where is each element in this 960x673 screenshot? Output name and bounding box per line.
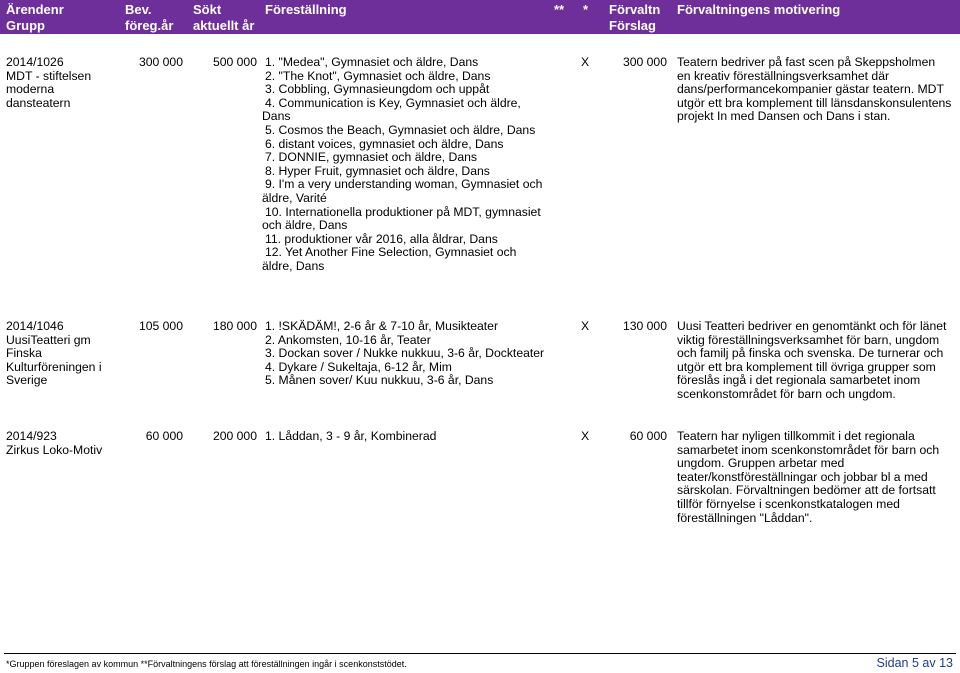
row3-motivering: Teatern har nyligen tillkommit i det regionala samarbetet inom scenkonstområdet för barn och ungdom. Gruppen arbetar med teater/konstföreställningar och jobbar bl a med särskolan. Förvaltningen bedömer att de fortsatt tillför förnyelse i scenkonstkatalogen med föreställningen "Låddan". [677,429,940,525]
row2-group-line: Kulturföreningen i [6,359,102,374]
row2-group [6,320,131,388]
show-item: 12. Yet Another Fine Selection, Gymnasiet och äldre, Dans [262,245,517,273]
row3-sokt: 200 000 [212,429,257,443]
row2-shows [262,320,548,388]
row1-sokt: 500 000 [212,55,257,69]
show-item: 4. Communication is Key, Gymnasiet och äldre, Dans [262,95,521,124]
row2-group-line: Sverige [6,373,48,388]
page-of: av [922,656,936,670]
show-item: 5. Cosmos the Beach, Gymnasiet och äldre, Dans [265,122,536,137]
header-bev-line1: Bev. [125,2,152,17]
header-forvaltn-line1: Förvaltn [609,2,661,17]
row2-sokt: 180 000 [212,319,257,333]
header-arendenr [6,2,64,34]
page-number: 5 [911,656,919,670]
header-arendenr-line1: Ärendenr [6,2,64,17]
show-item: 3. Cobbling, Gymnasieungdom och uppåt [265,82,490,97]
row2-motivering: Uusi Teatteri bedriver en genomtänkt och för länet viktig föreställningsverksamhet för barn, ungdom och familj på finska och svenska. De turnerar och utgör ett bra komplement till övriga grupper som föreslås ingå i det regionala samarbetet inom scenkonstområdet för barn och ungdom. [677,319,947,401]
row1-group [6,56,131,110]
show-item: 1. Låddan, 3 - 9 år, Kombinerad [265,429,437,443]
row3-forslag: 60 000 [629,429,667,443]
header-forestallning: Föreställning [265,2,347,17]
row3-x: X [581,429,590,443]
show-item: 5. Månen sover/ Kuu nukkuu, 3-6 år, Dans [265,373,494,388]
header-forvaltn-line2: Förslag [609,18,656,33]
show-item: 2. Ankomsten, 10-16 år, Teater [265,332,431,347]
header-sokt-line2: aktuellt år [193,18,255,33]
footer-divider [4,653,956,654]
row2-x: X [581,319,590,333]
row3-bev: 60 000 [145,429,183,443]
show-item: 6. distant voices, gymnasiet och äldre, Dans [265,136,504,151]
header-motivering: Förvaltningens motivering [677,2,841,17]
show-item: 9. I'm a very understanding woman, Gymnasiet och äldre, Varité [262,177,543,205]
show-item: 2. "The Knot", Gymnasiet och äldre, Dans [265,68,491,83]
row1-group-line: dansteatern [6,95,71,110]
table-header [0,0,960,34]
show-item: 1. "Medea", Gymnasiet och äldre, Dans [265,55,479,69]
row2-group-line: UusiTeatteri gm [6,332,91,347]
header-sokt [193,2,254,34]
row1-bev: 300 000 [138,55,183,69]
row2-bev: 105 000 [138,319,183,333]
show-item: 8. Hyper Fruit, gymnasiet och äldre, Dans [265,163,490,178]
row3-group-line: Zirkus Loko-Motiv [6,442,103,457]
show-item: 11. produktioner vår 2016, alla åldrar, Dans [265,231,498,246]
show-item: 7. DONNIE, gymnasiet och äldre, Dans [265,150,478,165]
show-item: 1. !SKÄDÄM!, 2-6 år & 7-10 år, Musikteater [265,319,499,333]
row1-group-line: 2014/1026 [6,55,64,69]
header-forvaltn [609,2,660,34]
show-item: 10. Internationella produktioner på MDT, gymnasiet och äldre, Dans [262,204,541,233]
header-double-star: ** [554,2,565,17]
row3-group [6,430,131,457]
header-arendenr-line2: Grupp [6,18,45,33]
row1-motivering: Teatern bedriver på fast scen på Skeppsholmen en kreativ föreställningsverksamhet där dans/performancekompanier gästar teatern. MDT utgör ett bra komplement till länsdanskonsulentens projekt In med Dansen och Dans i stan. [677,55,952,124]
header-bev [125,2,173,34]
row1-shows [262,56,548,274]
header-sokt-line1: Sökt [193,2,222,17]
row2-group-line: Finska [6,346,42,361]
row1-forslag: 300 000 [622,55,667,69]
page-label: Sidan [876,656,909,670]
row1-group-line: moderna [6,82,55,97]
row3-group-line: 2014/923 [6,429,57,443]
header-bev-line2: föreg.år [125,18,174,33]
page-total: 13 [939,656,953,670]
row2-group-line: 2014/1046 [6,319,64,333]
row1-x: X [581,55,590,69]
show-item: 3. Dockan sover / Nukke nukkuu, 3-6 år, Dockteater [265,346,545,361]
row3-shows [262,430,548,444]
header-star: * [583,2,589,17]
show-item: 4. Dykare / Sukeltaja, 6-12 år, Mim [265,359,452,374]
row2-forslag: 130 000 [622,319,667,333]
page-indicator [877,656,954,671]
row1-group-line: MDT - stiftelsen [6,68,92,83]
footer-note: *Gruppen föreslagen av kommun **Förvaltningens förslag att föreställningen ingår i scenkonststödet. [6,659,407,669]
